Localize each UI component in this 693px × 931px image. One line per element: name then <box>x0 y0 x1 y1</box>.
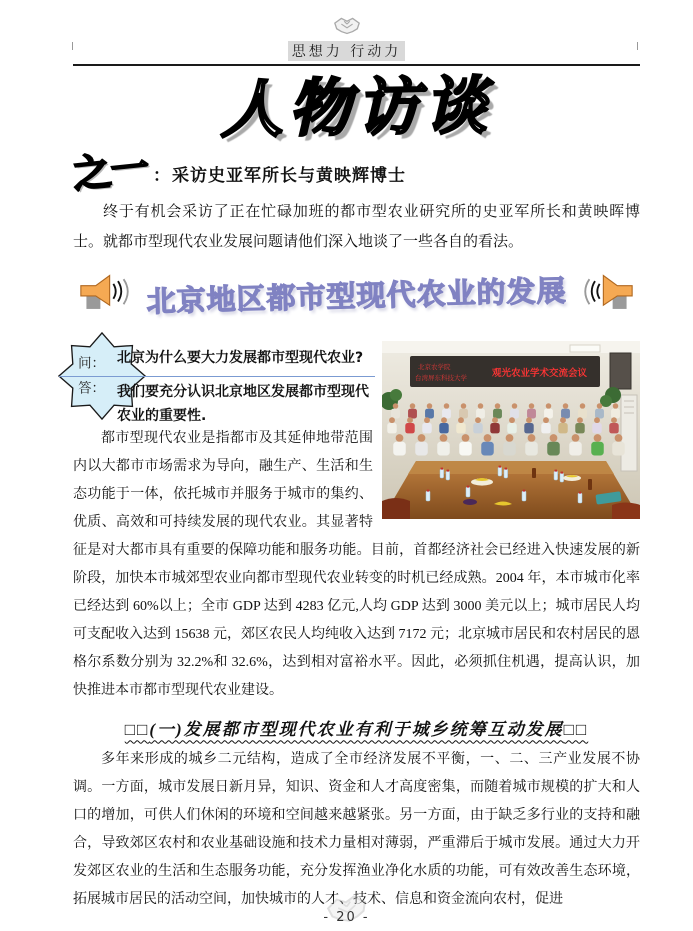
banner-title: 北京地区都市型现代农业的发展 <box>146 273 567 319</box>
article-banner <box>73 265 640 325</box>
subtitle-number: 之一 <box>70 145 152 198</box>
subtitle-colon: ： <box>153 165 171 186</box>
header-motto: 思想力 行动力 <box>288 41 405 61</box>
group-photo <box>382 341 640 519</box>
answer-text: 我们要充分认识北京地区发展都市型现代农业的重要性. <box>117 383 369 424</box>
intro-paragraph: 终于有机会采访了正在忙碌加班的都市型农业研究所的史亚军所长和黄映晖博士。就都市型现代农业发展问题请他们深入地谈了一些各自的看法。 <box>73 203 640 250</box>
subtitle-text: 采访史亚军所长与黄映辉博士 <box>172 165 407 186</box>
page-number: - 20 - <box>323 910 370 925</box>
margin-tick-left <box>72 42 73 50</box>
qa-block <box>73 335 373 425</box>
photo-banner-line2: 台湾屏东科技大学 <box>415 373 467 382</box>
heading-box-suffix: □□ <box>563 719 589 739</box>
chair-right <box>612 502 640 519</box>
article-body <box>73 335 640 705</box>
question-label: 问： <box>78 355 105 371</box>
page-header <box>0 0 693 61</box>
margin-tick-right <box>637 42 638 50</box>
photo-banner-line3: 观光农业学术交流会议 <box>492 367 588 379</box>
group-photo-illustration <box>382 341 640 519</box>
page-title: 人物访谈 <box>219 68 494 147</box>
speaker-icon-right <box>582 272 634 318</box>
page-footer <box>0 910 693 925</box>
heading-text: (一)发展都市型现代农业有利于城乡统筹互动发展 <box>149 719 564 739</box>
paragraph-2: 多年来形成的城乡二元结构，造成了全市经济发展不平衡，一、二、三产业发展不协调。一方面，城市发展日新月异，知识、资金和人才高度密集，而随着城市规模的扩大和人口的增加，可供人们休闲的环境和空间越来越紧张。另一方面，由于缺乏多行业的支持和融合，导致郊区农村和农业基础设施和技术力量相对薄弱，严重滞后于城市发展。通过大力开发郊区农业的生活和生态服务功能，充分发挥渔业净化水质的功能，可有效改善生态环境，拓展城市居民的活动空间，加快城市的人才、技术、信息和资金流向农村，促进 <box>73 751 640 907</box>
answer-label: 答： <box>78 380 105 396</box>
page-content <box>0 68 693 914</box>
heading-box-prefix: □□ <box>124 719 150 739</box>
qa-divider-line <box>59 376 375 377</box>
chair-left <box>382 498 410 519</box>
handshake-icon <box>332 14 362 36</box>
photo-banner-line1: 北京农学院 <box>418 362 451 371</box>
article-subtitle <box>70 145 640 198</box>
section-heading <box>73 715 640 740</box>
paragraph-1: 都市型现代农业是指都市及其延伸地带范围内以大都市市场需求为导向，融生产、生活和生态功能于一体，依托城市并服务于城市的集约、优质、高效和可持续发展的现代农业。其显著特征是对大都市具有重要的保障功能和服务功能。目前，首都经济社会已经进入快速发展的新阶段，加快本市城郊型农业向都市型现代农业转变的时机已经成熟。2004 年，本市城市化率已经达到 60%以上；全市 GDP 达到 4283 亿元,人均 GDP 达到 3000 美元以上；城市居民人均可支配收入达到 15638 元，郊区农民人均纯收入达到 7172 元；北京城市居民和农村居民的恩格尔系数分别为 32.2%和 32.6%，达到相对富裕水平。因此，必须抓住机遇，提高认识，加快推进本市都市型现代农业建设。 <box>73 430 640 698</box>
question-text: 北京为什么要大力发展都市型现代农业? <box>117 349 364 366</box>
speaker-icon-left <box>79 272 131 318</box>
